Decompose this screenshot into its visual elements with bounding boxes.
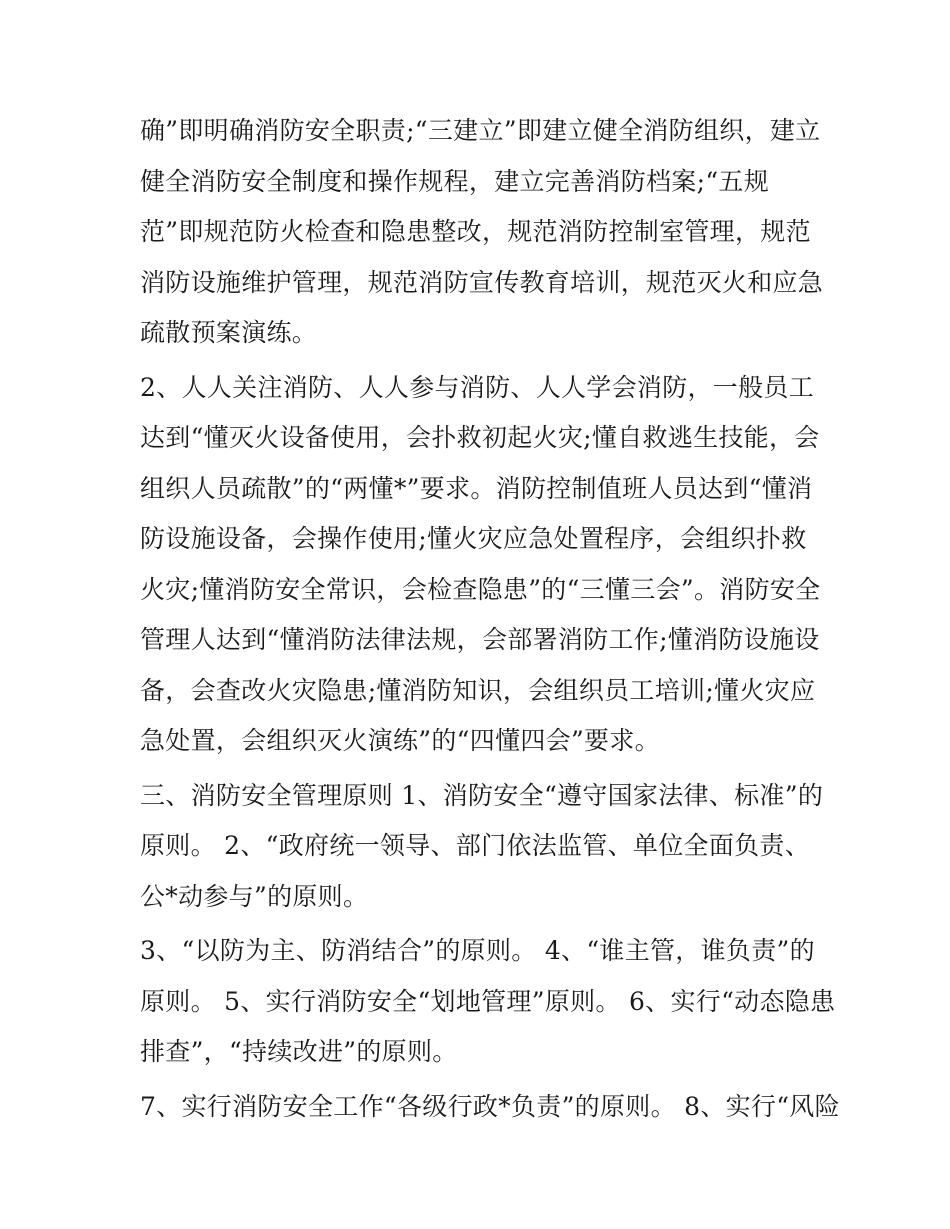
text-line: 防设施设备，会操作使用;懂火灾应急处置程序，会组织扑救 (140, 524, 807, 553)
text-line: 管理人达到“懂消防法律法规，会部署消防工作;懂消防设施设 (140, 625, 820, 654)
text-line: 急处置，会组织灭火演练”的“四懂四会”要求。 (140, 726, 660, 755)
text-line: 健全消防安全制度和操作规程，建立完善消防档案;“五规 (140, 166, 770, 196)
text-line: 备，会查改火灾隐患;懂消防知识，会组织员工培训;懂火灾应 (140, 675, 816, 705)
paragraph-2 (140, 363, 830, 767)
text-line: 确”即明确消防安全职责;“三建立”即建立健全消防组织，建立 (140, 116, 821, 145)
text-line: 公*动参与”的原则。 (140, 881, 369, 911)
text-line: 3、“以防为主、防消结合”的原则。 4、“谁主管，谁负责”的 (140, 936, 815, 965)
text-line: 原则。 2、“政府统一领导、部门依法监管、单位全面负责、 (140, 831, 811, 860)
document-body (140, 106, 840, 1132)
paragraph-4 (140, 926, 836, 1078)
text-line: 2、人人关注消防、人人参与消防、人人学会消防，一般员工 (140, 372, 815, 402)
text-line: 疏散预案演练。 (140, 318, 318, 347)
paragraph-5 (140, 1082, 840, 1133)
text-line: 7、实行消防安全工作“各级行政*负责”的原则。 8、实行“风险 (140, 1091, 840, 1121)
text-line: 火灾;懂消防安全常识，会检查隐患”的“三懂三会”。消防安全 (140, 574, 821, 604)
text-line: 三、消防安全管理原则 1、消防安全“遵守国家法律、标准”的 (140, 780, 824, 810)
text-line: 范”即规范防火检查和隐患整改，规范消防控制室管理，规范 (140, 217, 811, 246)
text-line: 组织人员疏散”的“两懂*”要求。消防控制值班人员达到“懂消 (140, 473, 813, 503)
text-line: 达到“懂灭火设备使用，会扑救初起火灾;懂自救逃生技能，会 (140, 423, 820, 452)
text-line: 消防设施维护管理，规范消防宣传教育培训，规范灭火和应急 (140, 267, 824, 297)
paragraph-3 (140, 771, 830, 923)
text-line: 原则。 5、实行消防安全“划地管理”原则。 6、实行“动态隐患 (140, 986, 836, 1016)
paragraph-1 (140, 106, 830, 359)
text-line: 排查”，“持续改进”的原则。 (140, 1037, 458, 1066)
